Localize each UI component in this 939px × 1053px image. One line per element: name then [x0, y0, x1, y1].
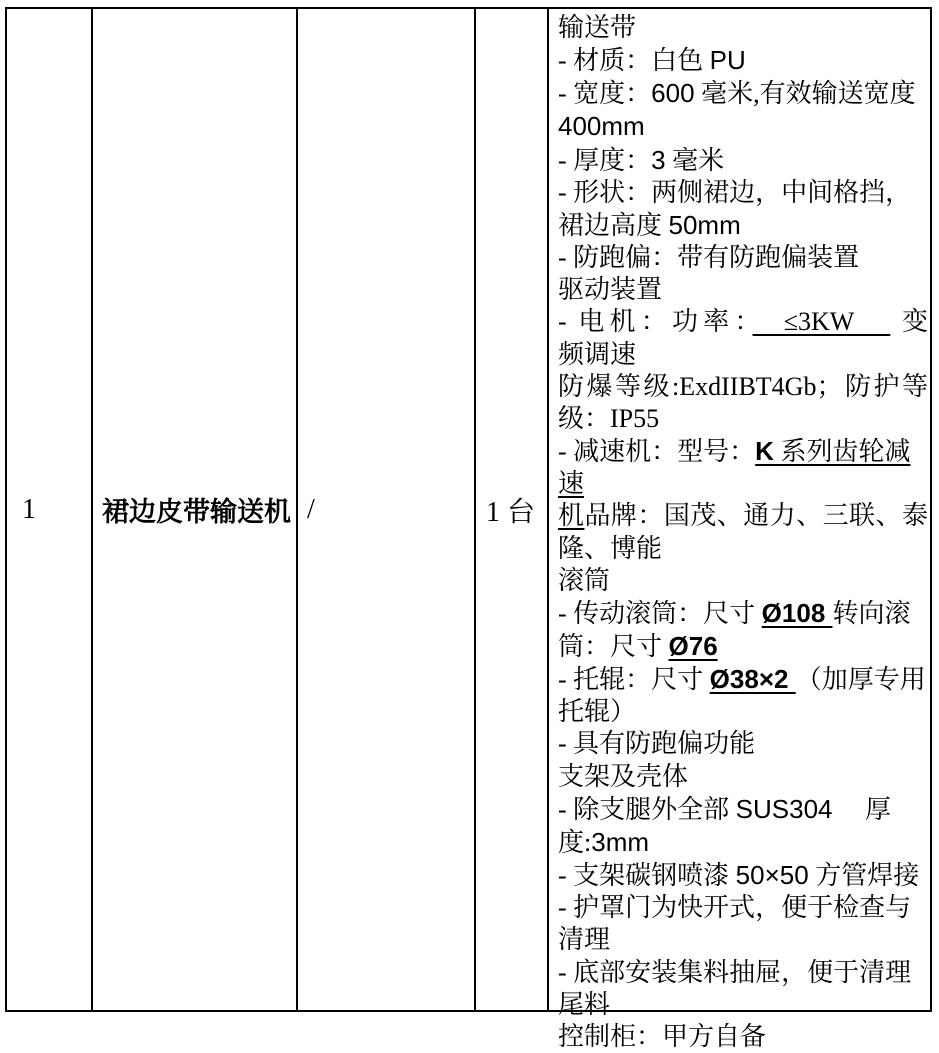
spec-text-segment: ≤3KW — [752, 307, 891, 337]
cell-item-name — [93, 9, 298, 1010]
spec-text-segment: - 除支腿外全部 — [558, 794, 736, 824]
cell-serial-number — [7, 9, 93, 1010]
spec-text-segment: Ø108 — [761, 597, 833, 628]
spec-text-segment: 机 — [558, 501, 585, 531]
spec-text-segment: 托辊） — [558, 697, 637, 727]
item-name: 裙边皮带输送机 — [102, 497, 291, 527]
spec-text-segment: - 传动滚筒：尺寸 — [558, 598, 762, 628]
spec-text-segment: 3mm — [591, 826, 650, 857]
spec-line — [558, 630, 928, 663]
spec-text-segment: 尾料 — [558, 989, 611, 1019]
spec-text-segment: 转向滚 — [832, 598, 911, 628]
spec-line — [558, 565, 928, 597]
spec-line — [558, 242, 928, 274]
spec-text-segment: - 护罩门为快开式，便于检查与 — [558, 893, 912, 923]
spec-text-segment: 隆、博能 — [558, 533, 663, 563]
cell-specifications — [549, 9, 930, 1051]
spec-text-segment: - 厚度： — [558, 145, 652, 175]
spec-line — [558, 435, 928, 500]
spec-text-segment: 支架及壳体 — [558, 761, 689, 791]
spec-line — [558, 77, 928, 110]
spec-text-segment: 裙边高度 — [558, 210, 669, 240]
quantity-value: 1 台 — [486, 496, 536, 528]
spec-line — [558, 728, 928, 760]
spec-text-segment: 变 — [890, 307, 928, 337]
spec-text-segment: Ø76 — [668, 630, 718, 661]
spec-text-segment: Ø38×2 — [709, 664, 796, 695]
spec-line — [558, 761, 928, 793]
spec-line — [558, 957, 928, 989]
spec-text-segment: - 电机：功率： — [558, 307, 753, 337]
spec-line — [558, 1021, 928, 1053]
spec-text-segment: - 减速机：型号： — [558, 437, 756, 467]
spec-text-segment: 输送带 — [558, 13, 637, 42]
spec-text-segment: - 底部安装集料抽屉，便于清理 — [558, 957, 912, 987]
spec-text-segment: 频调速 — [558, 339, 637, 369]
spec-line — [558, 209, 928, 242]
cell-model — [298, 9, 476, 1010]
spec-text-segment: - 形状：两侧裙边，中间格挡， — [558, 177, 912, 207]
model-value: / — [307, 493, 315, 525]
spec-text-segment: 级：IP55 — [558, 403, 660, 433]
spec-line — [558, 892, 928, 924]
spec-text-segment: 方管焊接 — [808, 861, 920, 891]
spec-text-segment: 50×50 — [735, 860, 809, 891]
spec-text-segment: 600 — [651, 78, 695, 109]
spec-text-segment: （加厚专用 — [795, 665, 926, 695]
spec-line — [558, 696, 928, 728]
cell-quantity — [476, 9, 549, 1010]
serial-number: 1 — [22, 493, 36, 525]
spec-text-segment: 控制柜：甲方自备 — [558, 1021, 767, 1051]
spec-text-segment: 50mm — [668, 209, 741, 240]
spec-line — [558, 989, 928, 1021]
spec-text-segment: 品牌：国茂、通力、三联、泰 — [584, 501, 928, 531]
spec-line — [558, 12, 928, 44]
spec-text-segment: 毫米,有效输送宽度 — [694, 79, 916, 109]
spec-line — [558, 339, 928, 371]
spec-text-segment: 厚 — [832, 794, 892, 824]
spec-line — [558, 500, 928, 532]
spec-text-segment: 毫米 — [665, 145, 725, 175]
spec-text-segment: - 具有防跑偏功能 — [558, 729, 756, 759]
spec-line — [558, 663, 928, 696]
spec-text-segment: 3 — [651, 144, 666, 175]
spec-line — [558, 177, 928, 209]
spec-line — [558, 597, 928, 630]
spec-text-segment: 度: — [558, 827, 592, 857]
spec-line — [558, 533, 928, 565]
spec-table — [5, 7, 932, 1051]
spec-text-segment: 滚筒 — [558, 565, 611, 595]
spec-text-segment: 驱动装置 — [558, 275, 663, 305]
spec-line — [558, 403, 928, 435]
spec-line — [558, 793, 928, 826]
spec-text-segment: 筒：尺寸 — [558, 631, 669, 661]
spec-text-segment: - 材质：白色 — [558, 46, 710, 76]
spec-text-segment: - 支架碳钢喷漆 — [558, 861, 736, 891]
spec-text-segment: 系列齿轮减速 — [558, 437, 911, 499]
spec-text-segment: PU — [709, 45, 746, 76]
spec-line — [558, 371, 928, 403]
spec-text-segment: SUS304 — [735, 793, 833, 824]
spec-text-segment: 400mm — [558, 111, 645, 142]
spec-line — [558, 306, 928, 338]
spec-line — [558, 110, 928, 143]
spec-text-segment: - 宽度： — [558, 79, 652, 109]
spec-text-segment: - 托辊：尺寸 — [558, 665, 710, 695]
spec-line — [558, 274, 928, 306]
spec-text-segment: 防爆等级:ExdIIBT4Gb；防护等 — [558, 371, 928, 401]
spec-line — [558, 144, 928, 177]
spec-line — [558, 859, 928, 892]
spec-line — [558, 44, 928, 77]
spec-text-segment: - 防跑偏：带有防跑偏装置 — [558, 243, 860, 273]
spec-line — [558, 924, 928, 956]
spec-text-segment: K — [755, 436, 774, 467]
spec-line — [558, 826, 928, 859]
spec-text-segment: 清理 — [558, 925, 611, 955]
